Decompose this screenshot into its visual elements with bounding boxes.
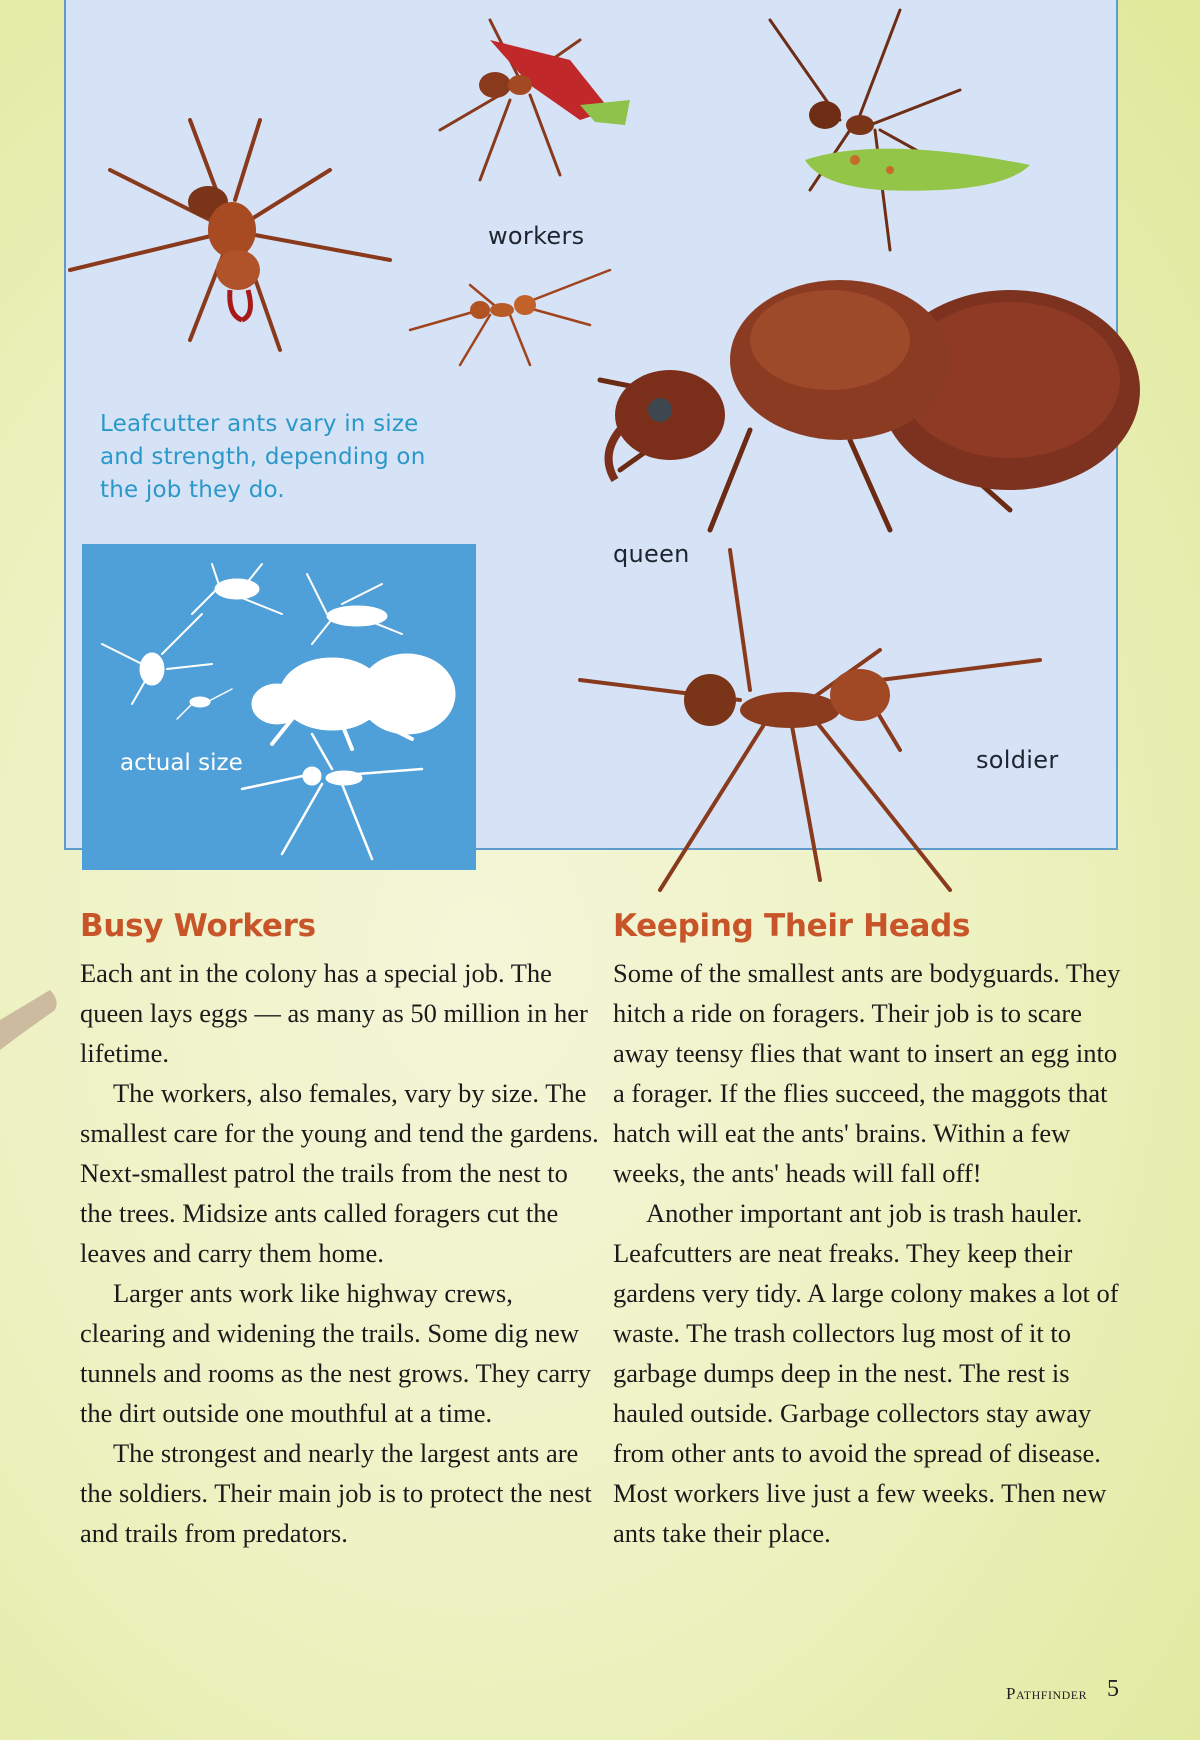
- keeping-their-heads-heading: Keeping Their Heads: [613, 908, 971, 944]
- magazine-brand: Pathfinder: [1006, 1684, 1088, 1703]
- figure-caption: Leafcutter ants vary in size and strength, depending on the job they do.: [100, 411, 426, 503]
- workers-label: workers: [488, 222, 585, 250]
- queen-ant-icon: [590, 270, 1160, 540]
- worker-ant-with-green-leaf-icon: [760, 0, 1060, 270]
- body-paragraph: Another important ant job is trash hauler. Leafcutters are neat freaks. They keep their gardens very tidy. A large colony makes a lot of waste. The trash collectors lug most of it to garbage dumps deep in the nest. The rest is hauled outside. Garbage collectors stay away from other ants to avoid the spread of disease. Most workers live just a few weeks. Then new ants take their place.: [613, 1198, 1119, 1548]
- actual-size-label: actual size: [120, 750, 243, 776]
- body-paragraph: Larger ants work like highway crews, clearing and widening the trails. Some dig new tunnels and rooms as the nest grows. They carry the dirt outside one mouthful at a time.: [80, 1278, 591, 1428]
- claw-icon: [0, 980, 70, 1060]
- actual-size-inset: [82, 544, 476, 870]
- keeping-their-heads-column: [613, 905, 1133, 1553]
- busy-workers-heading: Busy Workers: [80, 908, 316, 944]
- page-number: 5: [1107, 1676, 1119, 1702]
- body-paragraph: Each ant in the colony has a special job. The queen lays eggs — as many as 50 million in her lifetime.: [80, 958, 588, 1068]
- body-paragraph: The workers, also females, vary by size. The smallest care for the young and tend the gardens. Next-smallest patrol the trails from the nest to the trees. Midsize ants called foragers cut the leaves and carry them home.: [80, 1078, 599, 1268]
- soldier-ant-icon: [570, 550, 1050, 890]
- small-worker-ant-icon: [400, 265, 620, 375]
- busy-workers-column: [80, 905, 600, 1553]
- queen-label: queen: [613, 540, 690, 568]
- body-paragraph: The strongest and nearly the largest ants are the soldiers. Their main job is to protect the nest and trails from predators.: [80, 1438, 592, 1548]
- large-forager-ant-icon: [50, 110, 430, 360]
- ant-silhouette-icon: [82, 544, 476, 870]
- soldier-label: soldier: [976, 746, 1059, 774]
- body-paragraph: Some of the smallest ants are bodyguards. They hitch a ride on foragers. Their job is to scare away teensy flies that want to insert an egg into a forager. If the flies succeed, the maggots that hatch will eat the ants' brains. Within a few weeks, the ants' heads will fall off!: [613, 958, 1121, 1188]
